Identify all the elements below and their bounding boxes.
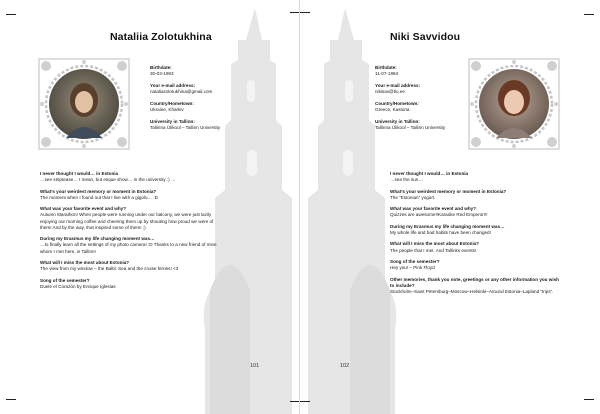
question: I never thought I would… in Estonia xyxy=(390,171,469,176)
questionnaire xyxy=(40,171,220,295)
birthdate-label: Birthdate: xyxy=(150,65,172,70)
qa-item xyxy=(390,277,560,296)
question: What was your favorite event and why? xyxy=(40,206,127,212)
qa-item xyxy=(390,241,560,253)
page-number: 101 xyxy=(250,363,260,369)
question: I never thought I would… in Estonia xyxy=(40,171,119,176)
university-label: University in Tallinn: xyxy=(150,118,195,124)
answer: The moment when I found out that I live with a gigolo… :D xyxy=(40,194,158,200)
university-label: University in Tallinn: xyxy=(375,118,420,124)
answer: Duele el Corazón by Enrique Iglesias xyxy=(40,283,116,289)
email-value: nikisav@tlu.ee xyxy=(375,89,405,95)
birthdate-value: 11-07-1994 xyxy=(375,71,399,77)
questionnaire xyxy=(390,171,560,300)
hometown-label: Country/Hometown: xyxy=(375,100,419,106)
hometown-label: Country/Hometown: xyxy=(150,100,194,106)
answer: …see striptease… I mean, but esque show… in the university :) … xyxy=(40,177,176,183)
profile-info xyxy=(150,65,250,137)
answer: …to finally learn all the settings of my photo camera! :D Thanks to a new friend of mine whom I met here, in Tallinn! xyxy=(40,242,217,254)
profile-name: Nataliia Zolotukhina xyxy=(110,31,212,43)
answer: Quizzes are awesome!!Karaoke Red Emperor!!! xyxy=(390,212,488,218)
question: What’s your weirdest memory or moment in Estonia? xyxy=(40,188,157,194)
answer: The people that I met. And Tallinks events! xyxy=(390,247,477,253)
qa-item xyxy=(390,206,560,218)
university-value: Tallinna Ülikool – Tallinn University xyxy=(150,124,221,130)
answer: …see the sun… xyxy=(390,177,423,183)
question: What will I miss the most about Estonia? xyxy=(40,259,130,265)
answer: The “Estonian” yogurt. xyxy=(390,194,436,200)
hometown-value: Ukraine, Kharkiv xyxy=(150,107,184,113)
birthdate-value: 30-03-1993 xyxy=(150,71,174,77)
page-number: 102 xyxy=(340,363,350,369)
email-label: Your e-mail address: xyxy=(150,82,196,88)
qa-item xyxy=(390,224,560,236)
question: During my Erasmus my life changing moment was… xyxy=(40,236,155,242)
right-page xyxy=(300,0,600,414)
email-label: Your e-mail address: xyxy=(375,82,421,88)
qa-item xyxy=(40,278,220,290)
university-value: Tallinna Ülikool – Tallinn University xyxy=(375,124,446,130)
answer: My whole life and bad habits have been changed! xyxy=(390,229,491,235)
profile-photo xyxy=(468,58,560,150)
question: What’s your weirdest memory or moment in Estonia? xyxy=(390,188,507,194)
profile-info xyxy=(375,65,475,137)
email-value: nataliazolotukhina@gmail.com xyxy=(150,89,213,95)
profile-photo xyxy=(38,58,130,150)
answer: Autumn Marathon! When people were running under our balcony, we were just lazily enjoying our morning coffee and cheering them up by shouting how proud we were of them! And by the way, that inspired some of them! ;) xyxy=(40,212,214,230)
profile-name: Niki Savvidou xyxy=(390,31,461,43)
qa-item xyxy=(40,171,220,183)
qa-item xyxy=(40,189,220,201)
question: During my Erasmus my life changing moment was… xyxy=(390,223,505,229)
answer: The view from my window – the Baltic Sea and the cruise ferries! <3 xyxy=(40,266,179,272)
question: What was your favorite event and why? xyxy=(390,206,477,212)
qa-item xyxy=(40,260,220,272)
qa-item xyxy=(40,236,220,255)
qa-item xyxy=(390,189,560,201)
answer: Stockholm–Saint Petersburg–Moscow–Helsinki–Around Estonia–Lapland “trips”. xyxy=(390,288,554,294)
question: Song of the semester? xyxy=(390,258,440,264)
question: Song of the semester? xyxy=(40,277,90,283)
birthdate-label: Birthdate: xyxy=(375,65,397,70)
hometown-value: Greece, Kastoria xyxy=(375,107,410,113)
qa-item xyxy=(40,206,220,231)
answer: Hey you! – Pink Floyd xyxy=(390,265,435,271)
question: Other memories, thank you note, greetings or any other information you wish to include? xyxy=(390,276,559,288)
qa-item xyxy=(390,171,560,183)
question: What will I miss the most about Estonia? xyxy=(390,241,480,247)
qa-item xyxy=(390,259,560,271)
